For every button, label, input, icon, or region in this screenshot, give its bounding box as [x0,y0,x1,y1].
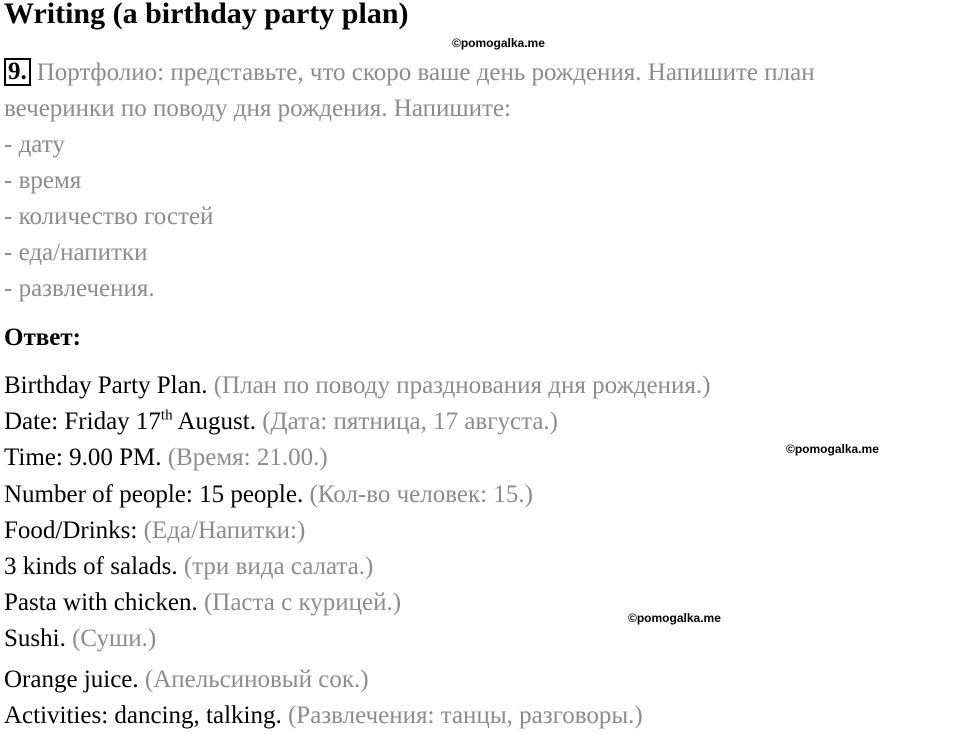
answer-english: Time: 9.00 PM. [4,444,162,472]
task-number: 9. [4,58,31,86]
answer-translation: (Паста с курицей.) [203,589,402,617]
answer-translation: (Дата: пятница, 17 августа.) [262,408,558,436]
answer-english: August. [172,408,256,436]
answer-line [4,368,959,404]
answer-translation: (Развлечения: танцы, разговоры.) [287,701,643,729]
task-line [4,55,959,91]
answer-line [4,477,959,513]
answer-english: Orange juice. [4,665,139,693]
task-item-food: - еда/напитки [4,239,148,266]
answer-line [4,404,959,440]
answer-english: Number of people: 15 people. [4,480,304,508]
watermark: ©pomogalka.me [452,36,545,50]
answer-translation: (Еда/Напитки:) [143,516,306,544]
watermark: ©pomogalka.me [786,442,879,456]
task-item-time: - время [4,167,82,194]
task-text: Портфолио: представьте, что скоро ваше день рождения. Напишите план [36,59,815,86]
page-title: Writing (a birthday party plan) [4,0,409,30]
answer-translation: (План по поводу празднования дня рождения.) [213,372,711,399]
answer-english: Birthday Party Plan. [4,372,208,399]
answer-english: Date: Friday 17 [4,408,161,436]
task-item-guests: - количество гостей [4,203,214,230]
answer-list [4,368,959,734]
answer-translation: (три вида салата.) [183,552,374,580]
task-item-date: - дату [4,131,65,158]
task-block [4,55,959,307]
answer-line [4,549,959,585]
answer-line [4,585,959,621]
watermark: ©pomogalka.me [628,611,721,625]
answer-line [4,698,959,734]
task-line: вечеринки по поводу дня рождения. Напишите: [4,95,511,122]
answer-translation: (Апельсиновый сок.) [144,665,369,693]
answer-translation: (Кол-во человек: 15.) [309,480,533,508]
answer-translation: (Суши.) [72,625,157,653]
answer-translation: (Время: 21.00.) [167,444,328,472]
answer-english: Food/Drinks: [4,516,138,544]
answer-english: Sushi. [4,625,66,653]
answer-line [4,513,959,549]
answer-english: Pasta with chicken. [4,589,198,617]
answer-label: Ответ: [4,324,81,351]
answer-line [4,662,959,698]
answer-line [4,621,959,657]
answer-english: 3 kinds of salads. [4,552,178,580]
task-item-entertainment: - развлечения. [4,275,155,302]
ordinal-suffix: th [160,407,173,424]
answer-english: Activities: dancing, talking. [4,701,282,729]
